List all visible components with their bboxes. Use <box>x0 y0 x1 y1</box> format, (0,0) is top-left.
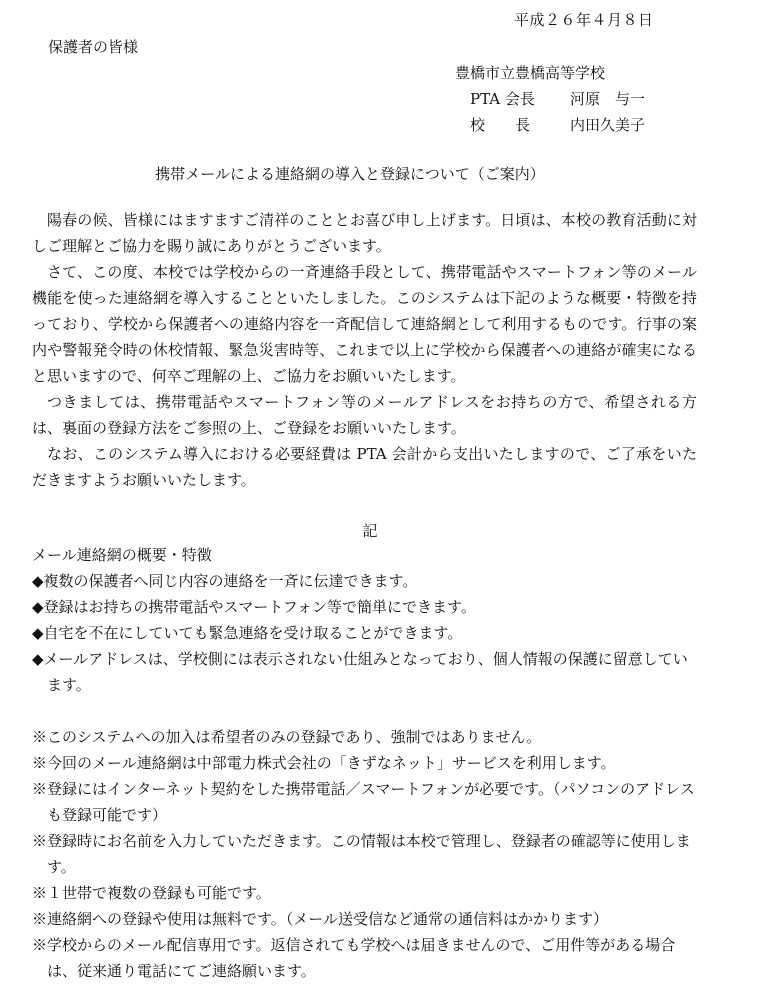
body-paragraph: さて、この度、本校では学校からの一斉連絡手段として、携帯電話やスマートフォン等のメール機能を使った連絡網を導入することといたしました。このシステムは下記のような概要・特徴を持っており、学校から保護者への連絡内容を一斉配信して連絡網として利用するものです。行事の案内や警報発令時の休校情報、緊急災害時等、これまで以上に学校から保護者への連絡が確実になると思いますので、何卒ご理解の上、ご協力をお願いいたします。 <box>32 263 697 385</box>
document-title: 携帯メールによる連絡網の導入と登録について（ご案内） <box>155 165 545 183</box>
signatory-pta-president <box>470 88 645 110</box>
features-heading: メール連絡網の概要・特徴 <box>32 546 212 564</box>
note-item: ※学校からのメール配信専用です。返信されても学校へは届きませんので、ご用件等がある場合は、従来通り電話にてご連絡願います。 <box>32 936 676 980</box>
recipient-line: 保護者の皆様 <box>48 38 139 56</box>
note-item: ※連絡網への登録や使用は無料です。（メール送受信など通常の通信料はかかります） <box>32 910 609 928</box>
section-spacer <box>32 698 702 724</box>
body-paragraph: つきましては、携帯電話やスマートフォン等のメールアドレスをお持ちの方で、希望される方は、裏面の登録方法をご参照の上、ご登録をお願いいたします。 <box>32 393 697 437</box>
feature-item: ◆自宅を不在にしていても緊急連絡を受け取ることができます。 <box>32 624 463 642</box>
body-text <box>32 207 697 493</box>
feature-item: ◆複数の保護者へ同じ内容の連絡を一斉に伝達できます。 <box>32 572 418 590</box>
body-paragraph: 陽春の候、皆様にはますますご清祥のこととお喜び申し上げます。日頃は、本校の教育活動に対しご理解とご協力を賜り誠にありがとうございます。 <box>32 211 697 255</box>
signatory-name: 内田久美子 <box>570 116 646 134</box>
letter-date: 平成２６年４月８日 <box>514 11 654 29</box>
note-item: ※１世帯で複数の登録も可能です。 <box>32 884 271 902</box>
features-section <box>32 542 702 984</box>
signatory-role: PTA 会長 <box>470 90 535 108</box>
feature-item: ◆登録はお持ちの携帯電話やスマートフォン等で簡単にできます。 <box>32 598 476 616</box>
body-paragraph: なお、このシステム導入における必要経費は PTA 会計から支出いたしますので、ご了承をいただきますようお願いいたします。 <box>32 445 697 489</box>
school-name: 豊橋市立豊橋高等学校 <box>455 64 606 82</box>
ki-heading: 記 <box>362 522 378 540</box>
note-item: ※登録にはインターネット契約をした携帯電話／スマートフォンが必要です。（パソコンのアドレスも登録可能です） <box>32 780 695 824</box>
note-item: ※登録時にお名前を入力していただきます。この情報は本校で管理し、登録者の確認等に使用します。 <box>32 832 691 876</box>
signatory-principal <box>470 114 645 136</box>
feature-item: ◆メールアドレスは、学校側には表示されない仕組みとなっており、個人情報の保護に留意しています。 <box>32 650 688 694</box>
note-item: ※今回のメール連絡網は中部電力株式会社の「きずなネット」サービスを利用します。 <box>32 754 616 772</box>
signatory-name: 河原 与一 <box>570 90 646 108</box>
signatory-role: 校 長 <box>470 116 531 134</box>
note-item: ※このシステムへの加入は希望者のみの登録であり、強制ではありません。 <box>32 728 542 746</box>
